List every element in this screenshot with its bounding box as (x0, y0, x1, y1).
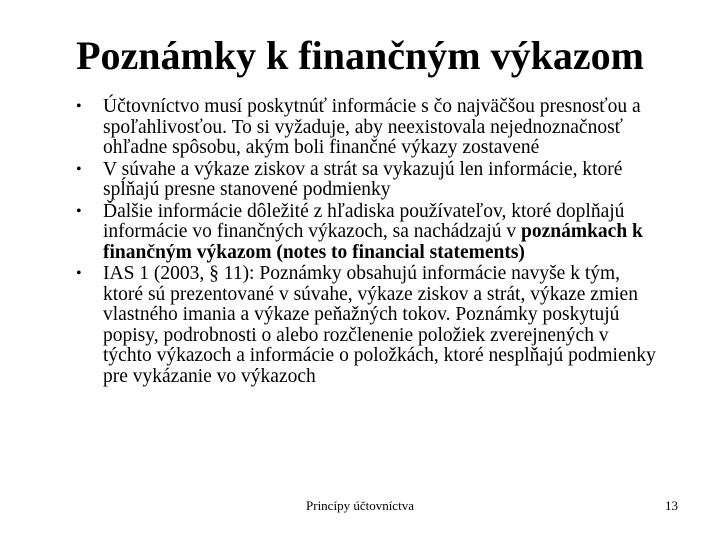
bullet-marker: • (76, 98, 82, 115)
bullet-text-regular: Ďalšie informácie dôležité z hľadiska používateľov, ktoré doplňajú informácie vo finančných výkazoch, sa nachádzajú v (103, 200, 625, 242)
bullet-marker: • (76, 160, 82, 178)
bullet-list (74, 97, 659, 388)
bullet-marker: • (76, 202, 82, 220)
bullet-text: IAS 1 (2003, § 11): Poznámky obsahujú informácie navyše k tým, ktoré sú prezentované v súvahe, výkaze ziskov a strát, výkaze zmien vlastného imania a výkaze peňažných tokov. Poznámky poskytujú popisy, podrobnosti o alebo rozčlenenie položiek zverejnených v týchto výkazoch a informácie o položkách, ktoré nesplňajú podmienky pre vykázanie vo výkazoch (103, 263, 656, 387)
bullet-item (74, 160, 659, 201)
bullet-text: V súvahe a výkaze ziskov a strát sa vykazujú len informácie, ktoré spĺňajú presne stanovené podmienky (103, 158, 623, 200)
bullet-text: Účtovníctvo musí poskytnúť informácie s čo najväčšou presnosťou a spoľahlivosťou. To si vyžaduje, aby neexistovala nejednoznačnosť ohľadne spôsobu, akým boli finančné výkazy zostavené (103, 96, 641, 158)
bullet-text (103, 201, 643, 263)
page-number: 13 (665, 498, 678, 513)
footer-title: Princípy účtovníctva (306, 498, 414, 513)
bullet-item (74, 264, 659, 387)
bullet-item (74, 202, 659, 264)
bullet-text-bold: poznámkach k finančným výkazom (notes to financial statements) (103, 221, 643, 263)
slide-title: Poznámky k finančným výkazom (76, 33, 644, 78)
bullet-marker: • (76, 265, 82, 282)
bullet-item (74, 97, 659, 159)
